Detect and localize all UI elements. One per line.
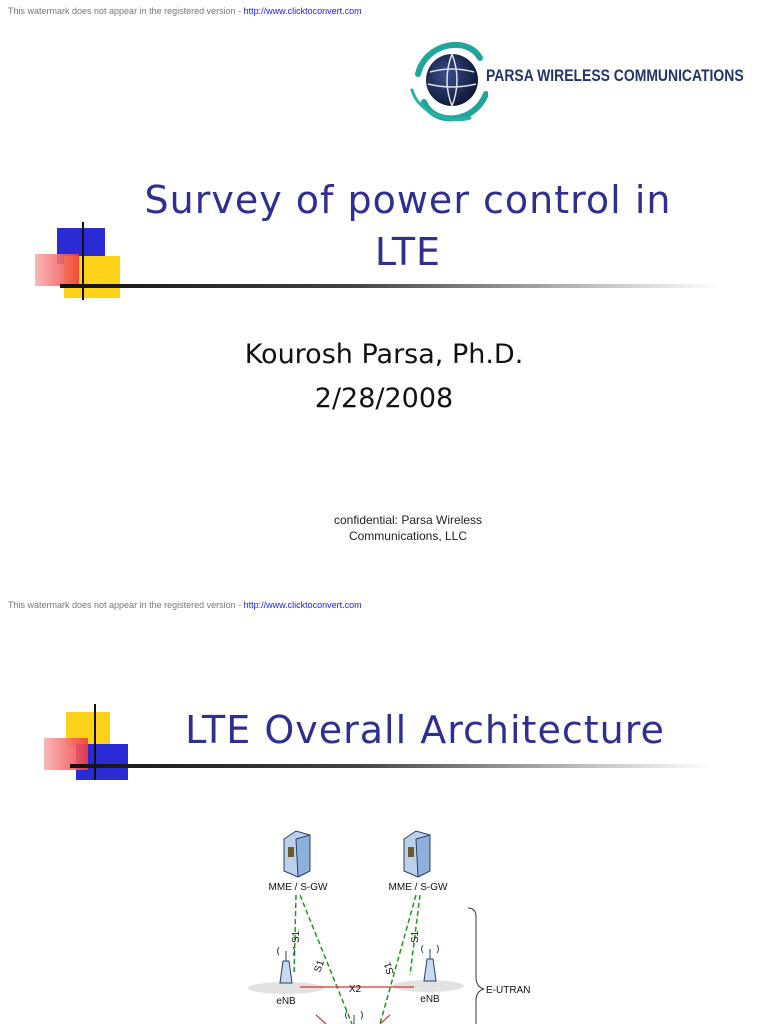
antenna-icon-3 <box>346 1011 363 1024</box>
antenna-icon-1 <box>278 947 295 983</box>
watermark-text: This watermark does not appear in the registered version - <box>8 6 244 16</box>
enb-label-1: eNB <box>276 996 296 1007</box>
s1-label-3: S1 <box>382 960 397 976</box>
mme-label-2: MME / S-GW <box>388 882 448 893</box>
enb-label-2: eNB <box>420 994 440 1005</box>
company-logo <box>408 32 744 128</box>
watermark-text-2: This watermark does not appear in the registered version - <box>8 600 244 610</box>
logo-text: PARSA WIRELESS COMMUNICATIONS <box>486 66 744 85</box>
slide-architecture <box>0 595 768 1024</box>
s1-label-2: S1 <box>312 958 328 975</box>
confidential-footer <box>288 512 528 544</box>
antenna-icon-2 <box>422 945 439 981</box>
lte-architecture-diagram <box>0 595 768 1024</box>
s1-interfaces <box>294 895 420 1024</box>
s1-label-1: S1 <box>291 930 302 943</box>
x2-label: X2 <box>348 984 362 995</box>
eutran-label: E-UTRAN <box>486 985 531 996</box>
author-name: Kourosh Parsa, Ph.D. <box>244 339 524 370</box>
eutran-brace <box>468 908 484 1024</box>
watermark-link-2[interactable]: http://www.clicktoconvert.com <box>243 600 362 610</box>
mme-label-1: MME / S-GW <box>268 882 328 893</box>
enb-shadow-1 <box>248 982 324 994</box>
enb-shadow-2 <box>392 980 464 992</box>
presentation-date: 2/28/2008 <box>314 383 454 414</box>
architecture-title: LTE Overall Architecture <box>185 708 665 752</box>
title-line-1: Survey of power control in <box>144 178 672 222</box>
server-icon-2 <box>404 831 430 877</box>
footer-line-1: confidential: Parsa Wireless <box>333 513 483 527</box>
title-underline <box>60 284 720 288</box>
watermark-link[interactable]: http://www.clicktoconvert.com <box>243 6 362 16</box>
footer-line-2: Communications, LLC <box>348 529 468 543</box>
slide-title-text <box>140 174 676 278</box>
deco-red-square <box>35 254 79 286</box>
globe-icon <box>408 32 488 128</box>
s1-label-4: S1 <box>410 930 421 943</box>
deco-vertical-line <box>82 222 84 300</box>
server-icon-1 <box>284 831 310 877</box>
title-line-2: LTE <box>374 230 442 274</box>
